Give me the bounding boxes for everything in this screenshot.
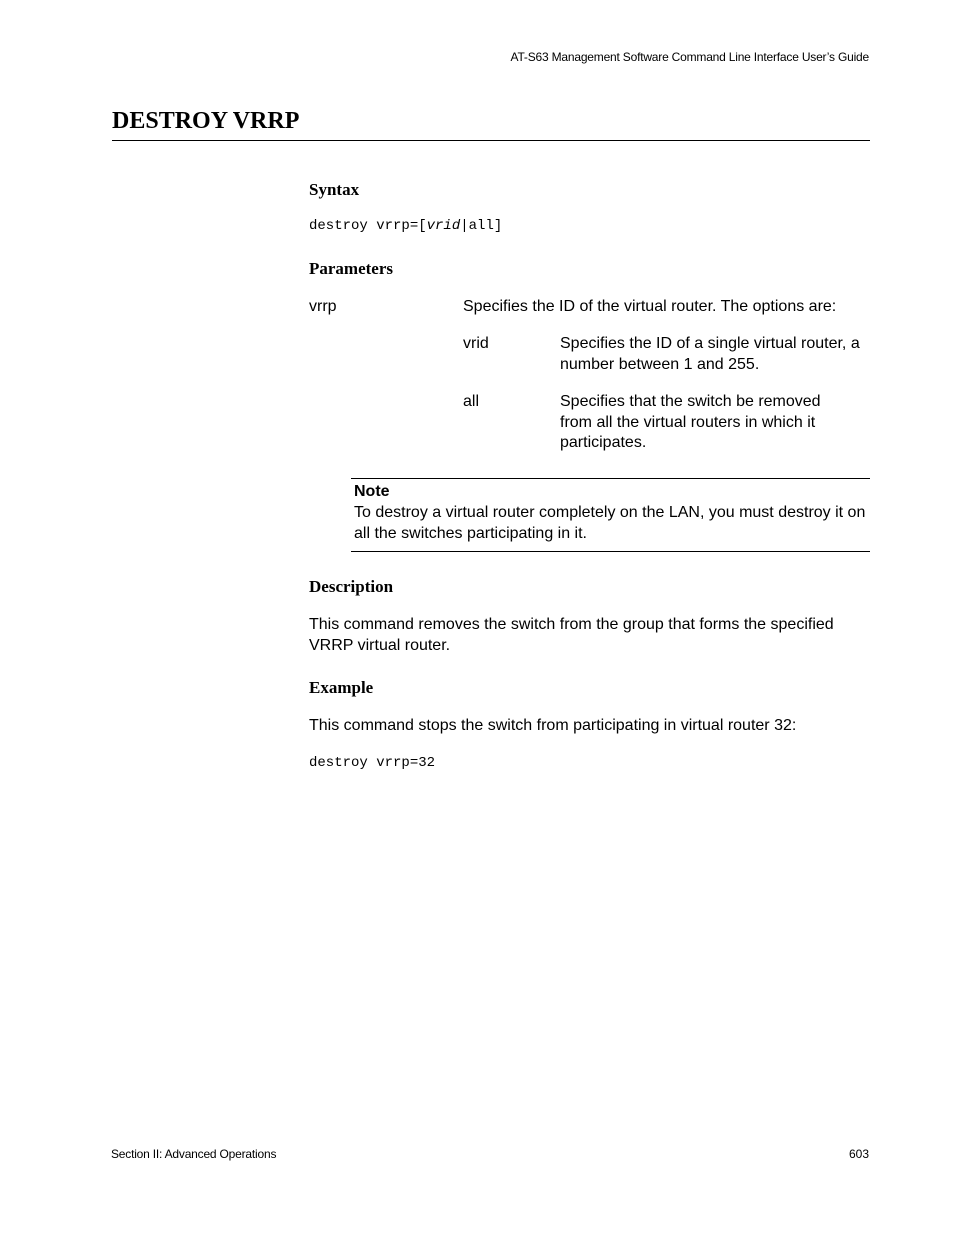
param-description-vrrp: Specifies the ID of the virtual router. The options are:	[463, 298, 837, 315]
page-title: DESTROY VRRP	[112, 108, 300, 134]
syntax-command-suffix: |all]	[460, 218, 503, 234]
example-heading: Example	[309, 678, 374, 697]
description-text: This command removes the switch from the group that forms the specified VRRP virtual router.	[309, 616, 834, 654]
running-header: AT-S63 Management Software Command Line Interface User’s Guide	[510, 50, 869, 64]
description-heading: Description	[309, 577, 394, 596]
option-name-all: all	[463, 393, 480, 410]
footer-section: Section II: Advanced Operations	[111, 1147, 277, 1161]
page-number: 603	[848, 1147, 869, 1161]
option-description-all: Specifies that the switch be removed from all the virtual routers in which it participates.	[560, 393, 821, 451]
parameters-heading: Parameters	[309, 259, 394, 278]
note-box	[351, 478, 870, 552]
option-description-vrid: Specifies the ID of a single virtual router, a number between 1 and 255.	[560, 335, 860, 373]
note-title: Note	[354, 483, 390, 500]
example-command: destroy vrrp=32	[309, 755, 436, 771]
note-text: To destroy a virtual router completely on the LAN, you must destroy it on all the switches participating in it.	[354, 504, 866, 542]
syntax-command-prefix: destroy vrrp=[	[309, 218, 427, 234]
example-text: This command stops the switch from participating in virtual router 32:	[309, 717, 797, 734]
syntax-command	[309, 218, 502, 234]
syntax-heading: Syntax	[309, 180, 360, 199]
option-name-vrid: vrid	[463, 335, 489, 352]
param-name-vrrp: vrrp	[309, 298, 337, 315]
title-rule	[112, 140, 870, 141]
syntax-command-param: vrid	[426, 218, 461, 234]
